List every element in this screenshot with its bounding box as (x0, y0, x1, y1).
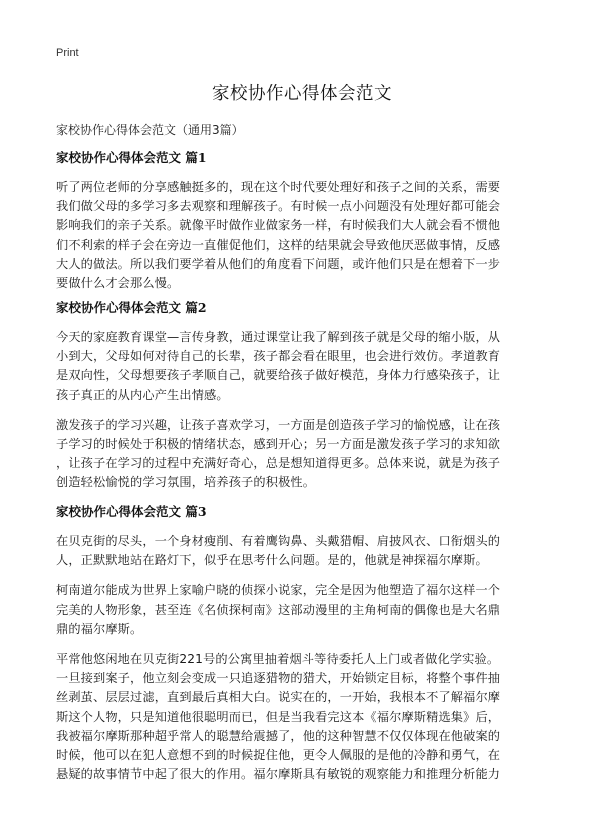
paragraph: 听了两位老师的分享感触挺多的，现在这个时代要处理好和孩子之间的关系，需要 我们做父母的多学习多去观察和理解孩子。有时候一点小问题没有处理好都可能会 影响我们的亲子关系。就像平时做作业做家务一样，有时候我们大人就会看不惯他 们不利索的样子会在旁边一直催促他们，这样的结果就会导致他厌恶做事情，反感 大人的做法。所以我们要学着从他们的角度看下问题，或许他们只是在想着下一步 要做什么才会那么慢。 (56, 180, 501, 291)
paragraph: 激发孩子的学习兴趣，让孩子喜欢学习，一方面是创造孩子学习的愉悦感，让在孩 子学习的时候处于积极的情绪状态，感到开心；另一方面是激发孩子学习的求知欲 ，让孩子在学习的过程中充满好奇心，总是想知道得更多。总体来说，就是为孩子 创造轻松愉悦的学习氛围，培养孩子的积极性。 (56, 417, 501, 490)
section-heading: 家校协作心得体会范文 篇3 (56, 504, 207, 519)
section-3 (56, 504, 548, 784)
print-label: Print (56, 47, 79, 59)
paragraph: 平常他悠闲地在贝克街221号的公寓里抽着烟斗等待委托人上门或者做化学实验。 一旦接到案子，他立刻会变成一只追逐猎物的猎犬，开始锁定目标，将整个事件抽 丝剥茧、层层过滤，直到最后真相大白。说实在的，一开始，我根本不了解福尔摩 斯这个人物，只是知道他很聪明而已，但是当我看完这本《福尔摩斯精选集》后， 我被福尔摩斯那种超乎常人的聪慧给震撼了，他的这种智慧不仅仅体现在他破案的 时候，他可以在犯人意想不到的时候捉住他，更令人佩服的是他的冷静和勇气，在 悬疑的故事情节中起了很大的作用。福尔摩斯具有敏锐的观察能力和推理分析能力 (56, 652, 501, 782)
paragraph: 今天的家庭教育课堂—言传身教，通过课堂让我了解到孩子就是父母的缩小版，从 小到大，父母如何对待自己的长辈，孩子都会看在眼里，也会进行效仿。孝道教育 是双向性，父母想要孩子孝顺自己，就要给孩子做好模范，身体力行感染孩子，让 孩子真正的从内心产生出情感。 (56, 330, 501, 402)
paragraph: 柯南道尔能成为世界上家喻户晓的侦探小说家，完全是因为他塑造了福尔这样一个 完美的人物形象，甚至连《名侦探柯南》这部动漫里的主角柯南的偶像也是大名鼎 鼎的福尔摩斯。 (56, 583, 501, 636)
section-heading: 家校协作心得体会范文 篇2 (56, 300, 207, 315)
document-title: 家校协作心得体会范文 (212, 84, 392, 104)
paragraph: 在贝克街的尽头，一个身材瘦削、有着鹰钩鼻、头戴猎帽、肩披风衣、口衔烟头的 人，正默默地站在路灯下，似乎在思考什么问题。是的，他就是神探福尔摩斯。 (56, 534, 501, 568)
section-heading: 家校协作心得体会范文 篇1 (56, 150, 207, 165)
document-subtitle: 家校协作心得体会范文（通用3篇） (56, 123, 244, 137)
section-1 (56, 150, 548, 293)
section-2 (56, 300, 548, 493)
